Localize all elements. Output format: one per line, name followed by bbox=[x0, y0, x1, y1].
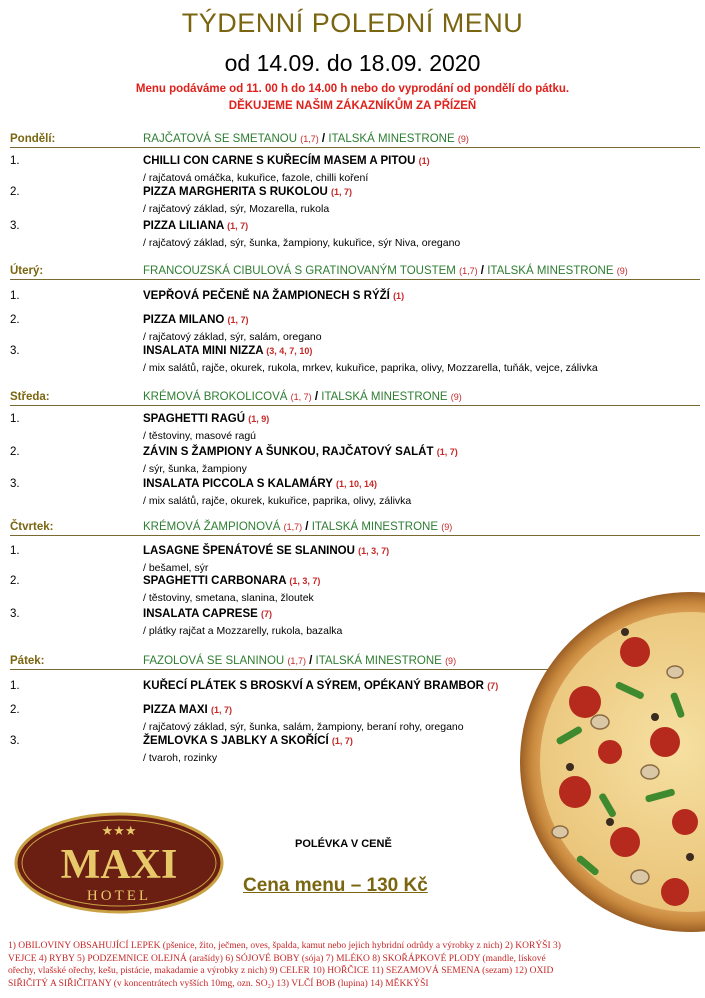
dish-description: / tvaroh, rozinky bbox=[143, 752, 218, 764]
dish-description: / těstoviny, smetana, slanina, žloutek bbox=[143, 592, 314, 604]
dish-title: PIZZA MARGHERITA S RUKOLOU bbox=[143, 186, 328, 198]
dish-name bbox=[143, 186, 352, 198]
dish-allergens: (1) bbox=[393, 291, 405, 301]
soup-2-allergens: (9) bbox=[450, 392, 462, 402]
serving-notice: Menu podáváme od 11. 00 h do 14.00 h nebo do vyprodání od pondělí do pátku. bbox=[135, 83, 570, 95]
dish-allergens: (1, 3, 7) bbox=[289, 576, 321, 586]
dish-description: / rajčatový základ, sýr, šunka, salám, žampiony, beraní rohy, oregano bbox=[143, 721, 464, 733]
dish-allergens: (1, 7) bbox=[227, 315, 249, 325]
dish-description: / mix salátů, rajče, okurek, kukuřice, paprika, olivy, zálivka bbox=[143, 495, 412, 507]
dish-description: / těstoviny, masové ragú bbox=[143, 430, 257, 442]
pizza-image bbox=[515, 592, 705, 932]
dish-allergens: (1, 9) bbox=[248, 414, 270, 424]
dish-title: LASAGNE ŠPENÁTOVÉ SE SLANINOU bbox=[143, 545, 355, 557]
soup-2: ITALSKÁ MINESTRONE bbox=[311, 521, 439, 533]
soup-1: KRÉMOVÁ ŽAMPIONOVÁ bbox=[143, 521, 281, 533]
day-soups bbox=[143, 265, 628, 277]
item-number: 3. bbox=[10, 345, 20, 357]
soup-separator: / bbox=[318, 133, 329, 145]
soup-1-allergens: (1,7) bbox=[283, 522, 303, 532]
dish-title: INSALATA CAPRESE bbox=[143, 608, 258, 620]
menu-price: Cena menu – 130 Kč bbox=[243, 875, 428, 896]
dish-allergens: (7) bbox=[487, 681, 499, 691]
soup-1: RAJČATOVÁ SE SMETANOU bbox=[143, 133, 297, 145]
soup-2-allergens: (9) bbox=[441, 522, 453, 532]
dish-description: / rajčatový základ, sýr, šunka, žampiony, kukuřice, sýr Niva, oregano bbox=[143, 237, 461, 249]
logo-stars: ★★★ bbox=[101, 824, 137, 839]
thanks-notice: DĚKUJEME NAŠIM ZÁKAZNÍKŮM ZA PŘÍZEŇ bbox=[228, 100, 477, 112]
item-number: 3. bbox=[10, 608, 20, 620]
day-header bbox=[10, 265, 700, 280]
soup-included-note: POLÉVKA V CENĚ bbox=[295, 838, 392, 850]
soup-1-allergens: (1,7) bbox=[287, 656, 306, 666]
dish-allergens: (3, 4, 7, 10) bbox=[266, 346, 313, 356]
dish-name bbox=[143, 345, 312, 357]
soup-1: FRANCOUZSKÁ CIBULOVÁ S GRATINOVANÝM TOUSTEM bbox=[143, 265, 456, 277]
soup-1: FAZOLOVÁ SE SLANINOU bbox=[143, 655, 285, 667]
allergens-line: SIŘIČITÝ A SIŘIČITANY (v koncentrátech vyšších 10mg, ozn. SO₂) 13) VLČÍ BOB (lupina) 14) MĚKKÝŠI bbox=[8, 978, 429, 989]
dish-name bbox=[143, 575, 320, 587]
item-number: 2. bbox=[10, 704, 20, 716]
dish-description: / sýr, šunka, žampiony bbox=[143, 463, 247, 475]
item-number: 2. bbox=[10, 575, 20, 587]
dish-title: ŽEMLOVKA S JABLKY A SKOŘÍCÍ bbox=[143, 735, 329, 747]
day-name: Pondělí: bbox=[10, 133, 56, 145]
dish-title: SPAGHETTI RAGÚ bbox=[143, 413, 246, 425]
dish-description: / rajčatový základ, sýr, salám, oregano bbox=[143, 331, 322, 343]
logo-name: MAXI bbox=[60, 842, 178, 888]
dish-name bbox=[143, 413, 269, 425]
item-number: 3. bbox=[10, 220, 20, 232]
dish-title: CHILLI CON CARNE S KUŘECÍM MASEM A PITOU bbox=[143, 155, 416, 167]
dish-title: INSALATA PICCOLA S KALAMÁRY bbox=[143, 478, 333, 490]
dish-title: KUŘECÍ PLÁTEK S BROSKVÍ A SÝREM, OPÉKANÝ BRAMBOR bbox=[143, 680, 484, 692]
item-number: 2. bbox=[10, 186, 20, 198]
soup-2: ITALSKÁ MINESTRONE bbox=[321, 391, 448, 403]
soup-1-allergens: (1,7) bbox=[459, 266, 478, 276]
dish-name bbox=[143, 545, 389, 557]
soup-2: ITALSKÁ MINESTRONE bbox=[328, 133, 455, 145]
dish-allergens: (1, 7) bbox=[436, 447, 458, 457]
dish-title: SPAGHETTI CARBONARA bbox=[143, 575, 287, 587]
dish-description: / bešamel, sýr bbox=[143, 562, 209, 574]
dish-allergens: (1, 7) bbox=[227, 221, 249, 231]
soup-1-allergens: (1,7) bbox=[300, 134, 319, 144]
dish-allergens: (7) bbox=[261, 609, 272, 619]
dish-name bbox=[143, 680, 498, 692]
dish-title: INSALATA MINI NIZZA bbox=[143, 345, 264, 357]
day-soups bbox=[143, 655, 456, 667]
item-number: 3. bbox=[10, 478, 20, 490]
day-header bbox=[10, 391, 700, 406]
dish-name bbox=[143, 735, 353, 747]
day-header bbox=[10, 133, 700, 148]
soup-separator: / bbox=[311, 391, 322, 403]
item-number: 1. bbox=[10, 545, 20, 557]
dish-title: PIZZA MILANO bbox=[143, 314, 225, 326]
soup-2: ITALSKÁ MINESTRONE bbox=[487, 265, 614, 277]
day-name: Středa: bbox=[10, 391, 50, 403]
dish-allergens: (1, 7) bbox=[331, 736, 353, 746]
item-number: 2. bbox=[10, 446, 20, 458]
day-soups bbox=[143, 391, 462, 403]
date-range: od 14.09. do 18.09. 2020 bbox=[224, 50, 481, 76]
dish-allergens: (1, 7) bbox=[210, 705, 232, 715]
soup-separator: / bbox=[305, 655, 316, 667]
soup-2: ITALSKÁ MINESTRONE bbox=[315, 655, 442, 667]
soup-1: KRÉMOVÁ BROKOLICOVÁ bbox=[143, 391, 288, 403]
page-title: TÝDENNÍ POLEDNÍ MENU bbox=[181, 8, 524, 38]
dish-title: PIZZA LILIANA bbox=[143, 220, 224, 232]
dish-name bbox=[143, 314, 249, 326]
day-name: Úterý: bbox=[10, 265, 44, 277]
dish-name bbox=[143, 446, 458, 458]
dish-description: / plátky rajčat a Mozzarelly, rukola, bazalka bbox=[143, 625, 343, 637]
soup-2-allergens: (9) bbox=[457, 134, 469, 144]
day-name: Pátek: bbox=[10, 655, 45, 667]
dish-title: VEPŘOVÁ PEČENĚ NA ŽAMPIONECH S RÝŽÍ bbox=[143, 290, 390, 302]
day-header bbox=[10, 521, 700, 536]
dish-name bbox=[143, 155, 430, 167]
dish-title: PIZZA MAXI bbox=[143, 704, 208, 716]
dish-description: / rajčatová omáčka, kukuřice, fazole, chilli koření bbox=[143, 172, 369, 184]
dish-title: ZÁVIN S ŽAMPIONY A ŠUNKOU, RAJČATOVÝ SALÁT bbox=[143, 446, 434, 458]
item-number: 2. bbox=[10, 314, 20, 326]
item-number: 1. bbox=[10, 680, 20, 692]
soup-separator: / bbox=[302, 521, 312, 533]
day-name: Čtvrtek: bbox=[10, 521, 54, 533]
allergens-line: VEJCE 4) RYBY 5) PODZEMNICE OLEJNÁ (arašídy) 6) SÓJOVÉ BOBY (sója) 7) MLÉKO 8) SKOŘÁPKOVÉ PLODY (mandle, lískové bbox=[8, 953, 546, 964]
dish-name bbox=[143, 478, 377, 490]
item-number: 1. bbox=[10, 155, 20, 167]
dish-description: / mix salátů, rajče, okurek, rukola, mrkev, kukuřice, paprika, olivy, Mozzarella, tuňák, vejce, zálivka bbox=[143, 362, 598, 374]
dish-description: / rajčatový základ, sýr, Mozarella, rukola bbox=[143, 203, 330, 215]
soup-separator: / bbox=[477, 265, 488, 277]
day-soups bbox=[143, 133, 469, 145]
hotel-logo bbox=[14, 812, 224, 914]
dish-name bbox=[143, 220, 248, 232]
soup-1-allergens: (1, 7) bbox=[290, 392, 312, 402]
dish-allergens: (1, 10, 14) bbox=[335, 479, 377, 489]
soup-2-allergens: (9) bbox=[616, 266, 628, 276]
dish-name bbox=[143, 704, 232, 716]
dish-name bbox=[143, 290, 404, 302]
day-soups bbox=[143, 521, 452, 533]
dish-name bbox=[143, 608, 272, 620]
allergens-legend bbox=[8, 940, 698, 990]
allergens-line: 1) OBILOVINY OBSAHUJÍCÍ LEPEK (pšenice, žito, ječmen, oves, špalda, kamut nebo jejich hybridní odrůdy a výrobky z nich) 2) KORÝŠI 3) bbox=[8, 941, 561, 951]
dish-allergens: (1, 3, 7) bbox=[358, 546, 390, 556]
dish-allergens: (1) bbox=[418, 156, 430, 166]
item-number: 3. bbox=[10, 735, 20, 747]
allergens-line: ořechy, vlašské ořechy, kešu, pistácie, makadamie a výrobky z nich) 9) CELER 10) HOŘČICE 11) SEZAMOVÁ SEMENA (sezam) 12) OXID bbox=[8, 966, 554, 976]
logo-sub: HOTEL bbox=[86, 888, 152, 904]
item-number: 1. bbox=[10, 413, 20, 425]
soup-2-allergens: (9) bbox=[445, 656, 457, 666]
dish-allergens: (1, 7) bbox=[331, 187, 353, 197]
item-number: 1. bbox=[10, 290, 20, 302]
